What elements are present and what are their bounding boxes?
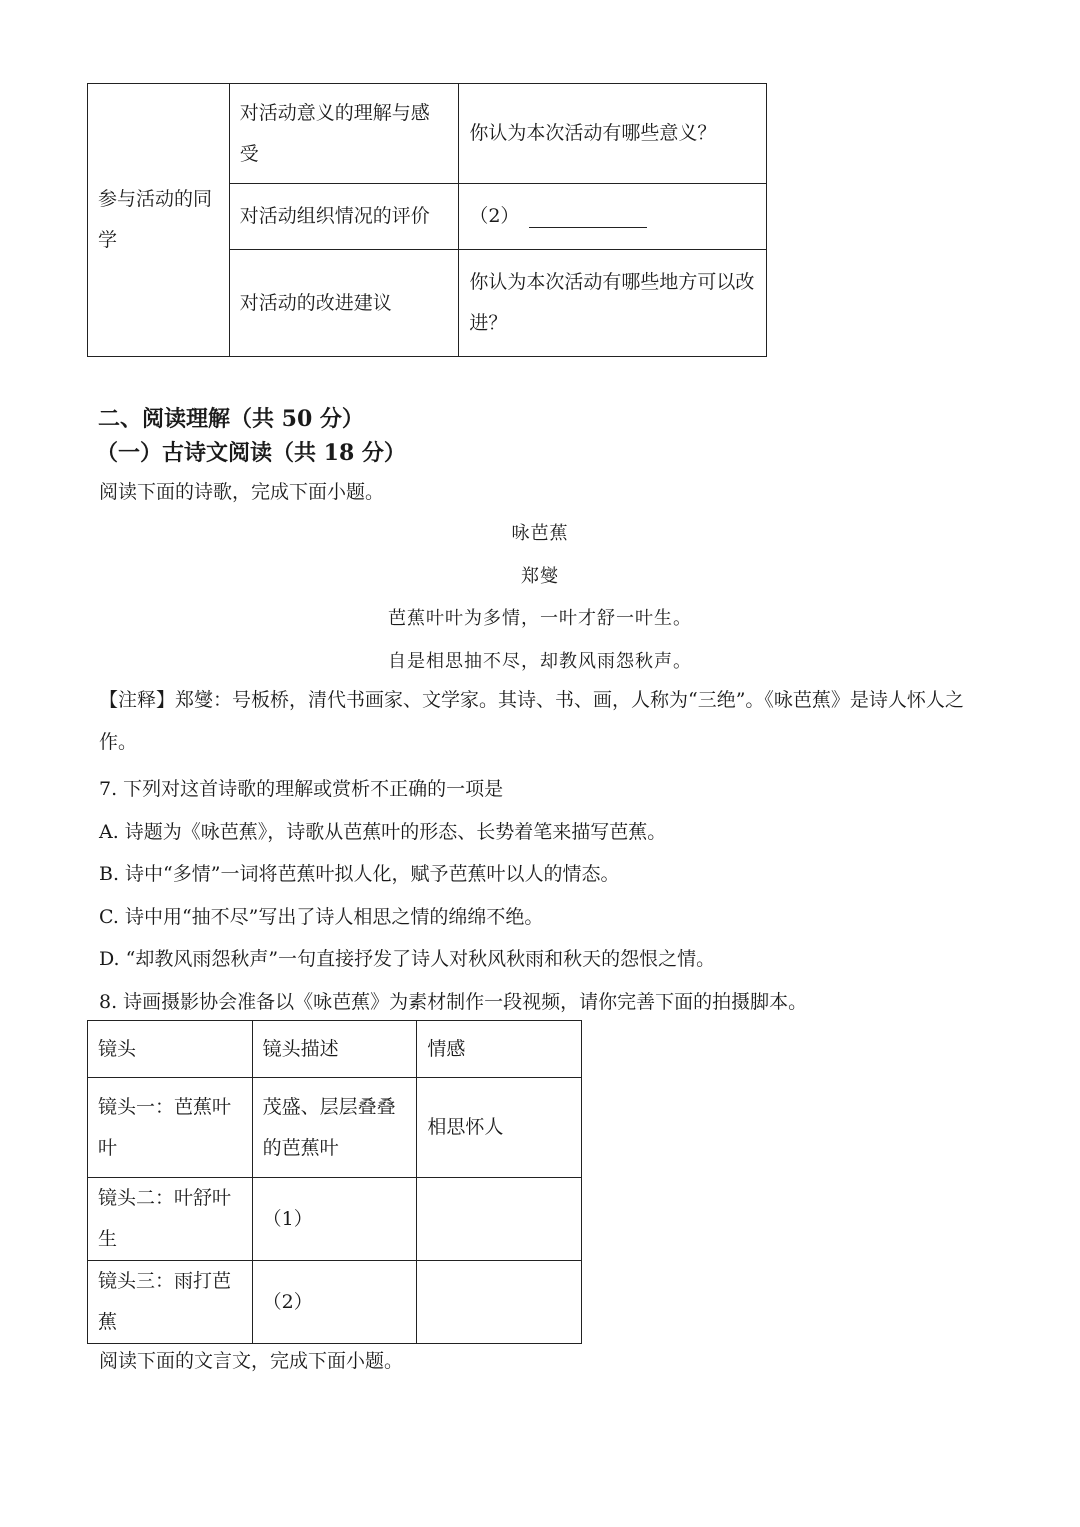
header-cell: 情感 — [417, 1021, 582, 1078]
instruction: 阅读下面的诗歌，完成下面小题。 — [99, 481, 385, 503]
question-7-stem: 7. 下列对这首诗歌的理解或赏析不正确的一项是 — [99, 778, 504, 800]
aspect-cell: 对活动组织情况的评价 — [229, 184, 459, 250]
poem-title: 咏芭蕉 — [511, 523, 569, 544]
next-instruction: 阅读下面的文言文，完成下面小题。 — [99, 1350, 404, 1372]
question-cell — [459, 184, 767, 250]
blank-label: （2） — [469, 205, 520, 227]
section-title: 二、阅读理解（共 50 分） — [98, 406, 364, 432]
header-cell: 镜头描述 — [252, 1021, 417, 1078]
annotation-note: 【注释】郑燮：号板桥，清代书画家、文学家。其诗、书、画，人称为“三绝”。《咏芭蕉》是诗人怀人之作。 — [99, 689, 964, 753]
option-c[interactable]: C. 诗中用“抽不尽”写出了诗人相思之情的绵绵不绝。 — [99, 906, 544, 928]
section-subtitle: （一）古诗文阅读（共 18 分） — [96, 440, 406, 466]
option-d[interactable]: D. “却教风雨怨秋声”一句直接抒发了诗人对秋风秋雨和秋天的怨恨之情。 — [99, 948, 716, 970]
emotion-cell: 相思怀人 — [417, 1078, 582, 1178]
poem-line: 自是相思抽不尽，却教风雨怨秋声。 — [388, 651, 692, 672]
activity-evaluation-table — [87, 83, 767, 357]
poem-line: 芭蕉叶叶为多情，一叶才舒一叶生。 — [388, 608, 692, 629]
answer-blank[interactable] — [529, 207, 647, 228]
emotion-cell[interactable] — [417, 1261, 582, 1344]
emotion-cell[interactable] — [417, 1178, 582, 1261]
description-cell[interactable]: （2） — [252, 1261, 417, 1344]
option-b[interactable]: B. 诗中“多情”一词将芭蕉叶拟人化，赋予芭蕉叶以人的情态。 — [99, 863, 620, 885]
aspect-cell: 对活动意义的理解与感受 — [229, 84, 459, 184]
shooting-script-table — [87, 1020, 582, 1344]
shot-cell: 镜头一：芭蕉叶叶 — [88, 1078, 253, 1178]
question-cell: 你认为本次活动有哪些地方可以改进？ — [459, 250, 767, 357]
header-cell: 镜头 — [88, 1021, 253, 1078]
shot-cell: 镜头三：雨打芭蕉 — [88, 1261, 253, 1344]
aspect-cell: 对活动的改进建议 — [229, 250, 459, 357]
description-cell[interactable]: （1） — [252, 1178, 417, 1261]
group-label-cell: 参与活动的同学 — [88, 84, 230, 357]
shot-cell: 镜头二：叶舒叶生 — [88, 1178, 253, 1261]
question-cell: 你认为本次活动有哪些意义？ — [459, 84, 767, 184]
poem-author: 郑燮 — [521, 566, 559, 587]
description-cell: 茂盛、层层叠叠的芭蕉叶 — [252, 1078, 417, 1178]
option-a[interactable]: A. 诗题为《咏芭蕉》，诗歌从芭蕉叶的形态、长势着笔来描写芭蕉。 — [99, 821, 667, 843]
question-8-stem: 8. 诗画摄影协会准备以《咏芭蕉》为素材制作一段视频，请你完善下面的拍摄脚本。 — [99, 991, 808, 1013]
